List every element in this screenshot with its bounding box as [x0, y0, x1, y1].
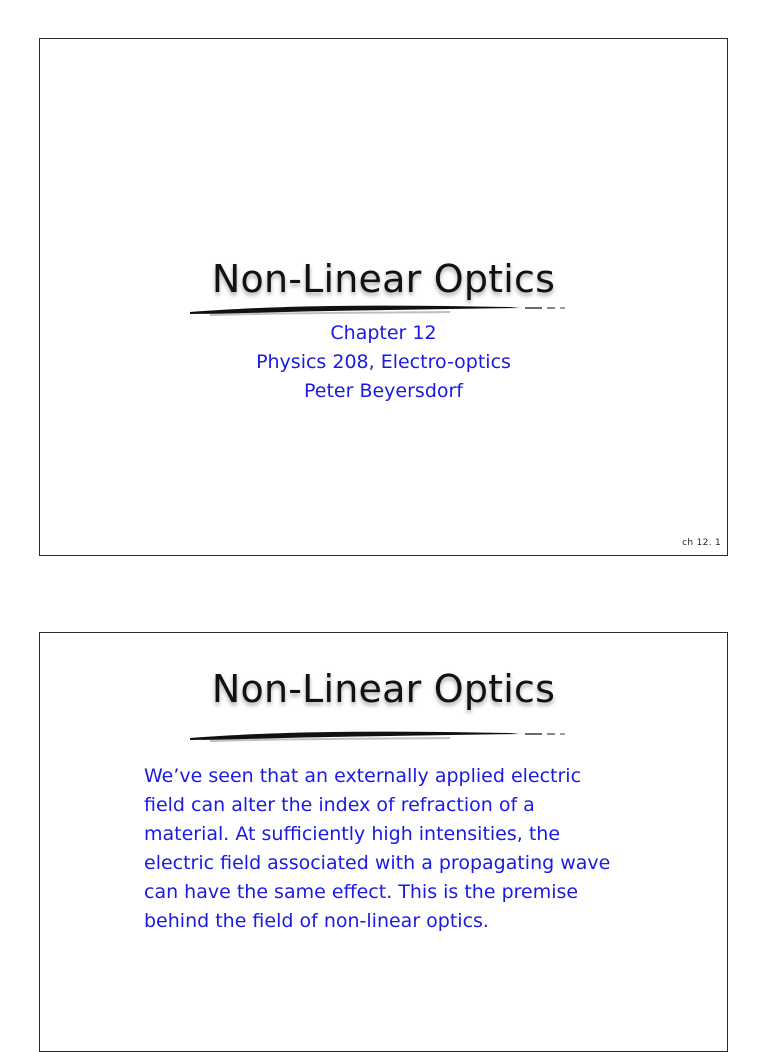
body-line: can have the same effect. This is the premise: [144, 881, 579, 903]
body-line: electric field associated with a propagating wave: [144, 852, 611, 874]
body-paragraph: [144, 762, 664, 936]
body-line: behind the field of non-linear optics.: [144, 910, 489, 932]
body-line: We’ve seen that an externally applied electric: [144, 765, 582, 787]
chapter-label: Chapter 12: [330, 322, 437, 344]
author-label: Peter Beyersdorf: [303, 380, 463, 402]
brush-stroke-divider: [190, 727, 570, 743]
brush-stroke-divider: [190, 301, 570, 317]
body-line: material. At sufficiently high intensities, the: [144, 823, 561, 845]
subtitle-block: [40, 319, 727, 406]
slide-title: Non-Linear Optics: [211, 257, 556, 301]
course-label: Physics 208, Electro-optics: [256, 351, 511, 373]
body-line: field can alter the index of refraction of a: [144, 794, 535, 816]
slide-title: Non-Linear Optics: [211, 667, 556, 711]
slide-2: [39, 632, 728, 1052]
page-number: ch 12. 1: [682, 538, 721, 548]
slide-1: [39, 38, 728, 556]
